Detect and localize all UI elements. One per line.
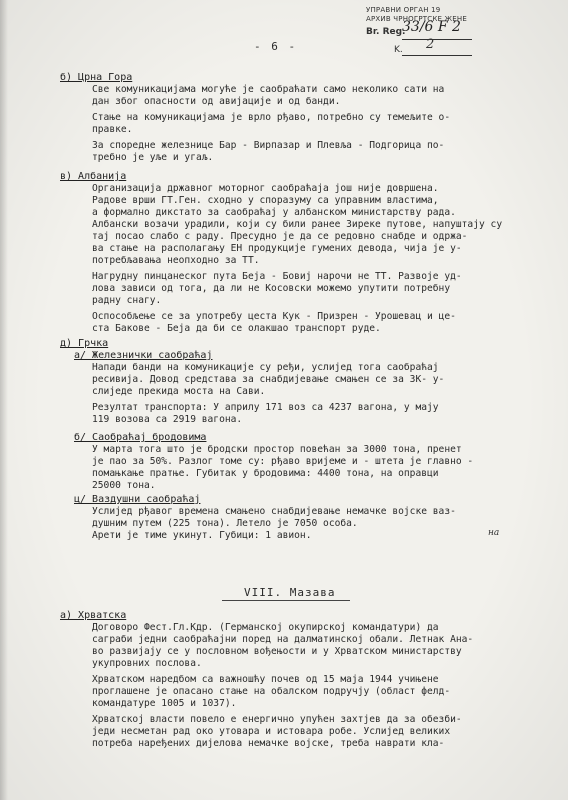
text-line: слиједе прекида моста на Сави. [92, 386, 266, 397]
stamp-underline-2 [402, 55, 472, 56]
text-line: укупровних послова. [92, 658, 202, 669]
text-line: Хрватском наредбом са важношћу почев од 15 маја 1944 учињене [92, 674, 439, 685]
text-line: Албански возачи урадили, који су били ранее Зиреке путове, напуштају су [92, 219, 503, 230]
text-line: ресивија. Довод средстава за снабдијевање смањен се за ЗК- у- [92, 374, 445, 385]
handwritten-note: на [488, 528, 500, 538]
text-line: душним путем (225 тона). Летело је 7050 особа. [92, 518, 358, 529]
section-label: а) Хрватска [60, 610, 127, 621]
text-line: Договоро Фест.Гл.Кдр. (Германској окупирској командатури) да [92, 622, 439, 633]
text-line: Резултат транспорта: У априлу 171 воз са 4237 вагона, у мају [92, 402, 439, 413]
text-line: Стање на комуникацијама је врло рђаво, потребно су темељите о- [92, 112, 451, 123]
text-line: лова зависи од тога, да ли не Косовски можемо упутити потребну [92, 283, 451, 294]
section-label: в) Албанија [60, 171, 127, 182]
text-line: Арети је тиме укинут. Губици: 1 авион. [92, 530, 312, 541]
text-line: Радове врши ГТ.Ген. сходно у споразуму са управним властима, [92, 195, 439, 206]
text-line: а формално дикстато за саобраћај у албанском министарству рада. [92, 207, 456, 218]
stamp-underline [402, 39, 472, 40]
text-line: Организација државног моторног саобраћаја још није довршена. [92, 183, 439, 194]
text-line: проглашене је опасано стање на обалском подручју (област фелд- [92, 686, 451, 697]
chapter-heading: VIII. Мазава [244, 586, 336, 599]
text-line: во развијају се у пословном вођењости и у Хрватском министарству [92, 646, 462, 657]
text-line: је пао за 50%. Разлог томе су: рђаво вријеме и - штета је главно - [92, 456, 474, 467]
text-line: 119 возова са 2919 вагона. [92, 414, 243, 425]
page-number: - 6 - [254, 40, 298, 53]
text-line: радну снагу. [92, 295, 162, 306]
chapter-heading-underline [222, 600, 350, 601]
text-line: ва стање на располагању ЕН продукције гумених девода, чија је у- [92, 243, 462, 254]
text-line: једи несметан рад око утовара и истовара робе. Услијед великих [92, 726, 451, 737]
text-line: помањкање пратње. Губитак у бродовима: 4400 тона, на оправци [92, 468, 439, 479]
text-line: дан због опасности од авијације и од банди. [92, 96, 341, 107]
text-line: тај посао слабо с раду. Пресудно је да се редовно снабде и одржа- [92, 231, 468, 242]
text-line: Оспособљење се за употребу цеста Кук - Призрен - Урошевац и це- [92, 311, 456, 322]
text-line: требно је уље и угаљ. [92, 152, 214, 163]
text-line: командатуре 1005 и 1037). [92, 698, 237, 709]
section-label: ц/ Ваздушни саобраћај [74, 494, 201, 505]
text-line: У марта тога што је бродски простор повећан за 3000 тона, пренет [92, 444, 462, 455]
text-line: саграби једни саобраћајни поред на далматинској обали. Летнак Ана- [92, 634, 474, 645]
stamp-k-value: 2 [426, 37, 435, 52]
text-line: Хрватској власти повело е енергично упућен захтјев да за обезби- [92, 714, 462, 725]
text-line: За споредне железнице Бар - Вирпазар и Плевља - Подгорица по- [92, 140, 445, 151]
text-line: Услијед рђавог времена смањено снабдијевање немачке војске ваз- [92, 506, 456, 517]
section-label: д) Грчка [60, 338, 109, 349]
text-line: потреба наређених дијелова немачке војске, треба наврати кла- [92, 738, 445, 749]
section-label: а/ Железнички саобраћај [74, 350, 213, 361]
text-line: Напади банди на комуникације су ређи, услијед тога саобраћај [92, 362, 439, 373]
stamp-reg-value: 33/6 F 2 [402, 19, 461, 35]
text-line: потребљавања неопходно за ТТ. [92, 255, 260, 266]
stamp-line-2: АРХИВ ЧРНОГРТСКЕ ЖЕНЕ [366, 15, 467, 23]
text-line: правке. [92, 124, 133, 135]
stamp-reg-label: Br. Reg. [366, 27, 406, 37]
section-label: б) Црна Гора [60, 72, 133, 83]
archive-stamp [366, 6, 486, 56]
text-line: Нагрудну пинцанеског пута Беја - Бовиј нарочи не ТТ. Развоје уд- [92, 271, 462, 282]
scan-edge-shadow [0, 0, 8, 800]
text-line: Све комуникацијама могуће је саобраћати само неколико сати на [92, 84, 445, 95]
stamp-line-1: УПРАВНИ ОРГАН 19 [366, 6, 441, 14]
text-line: ста Бакове - Беја да би се олакшао транспорт руде. [92, 323, 381, 334]
stamp-k-label: K. [394, 45, 403, 55]
text-line: 25000 тона. [92, 480, 156, 491]
section-label: б/ Саобраћај бродовима [74, 432, 207, 443]
